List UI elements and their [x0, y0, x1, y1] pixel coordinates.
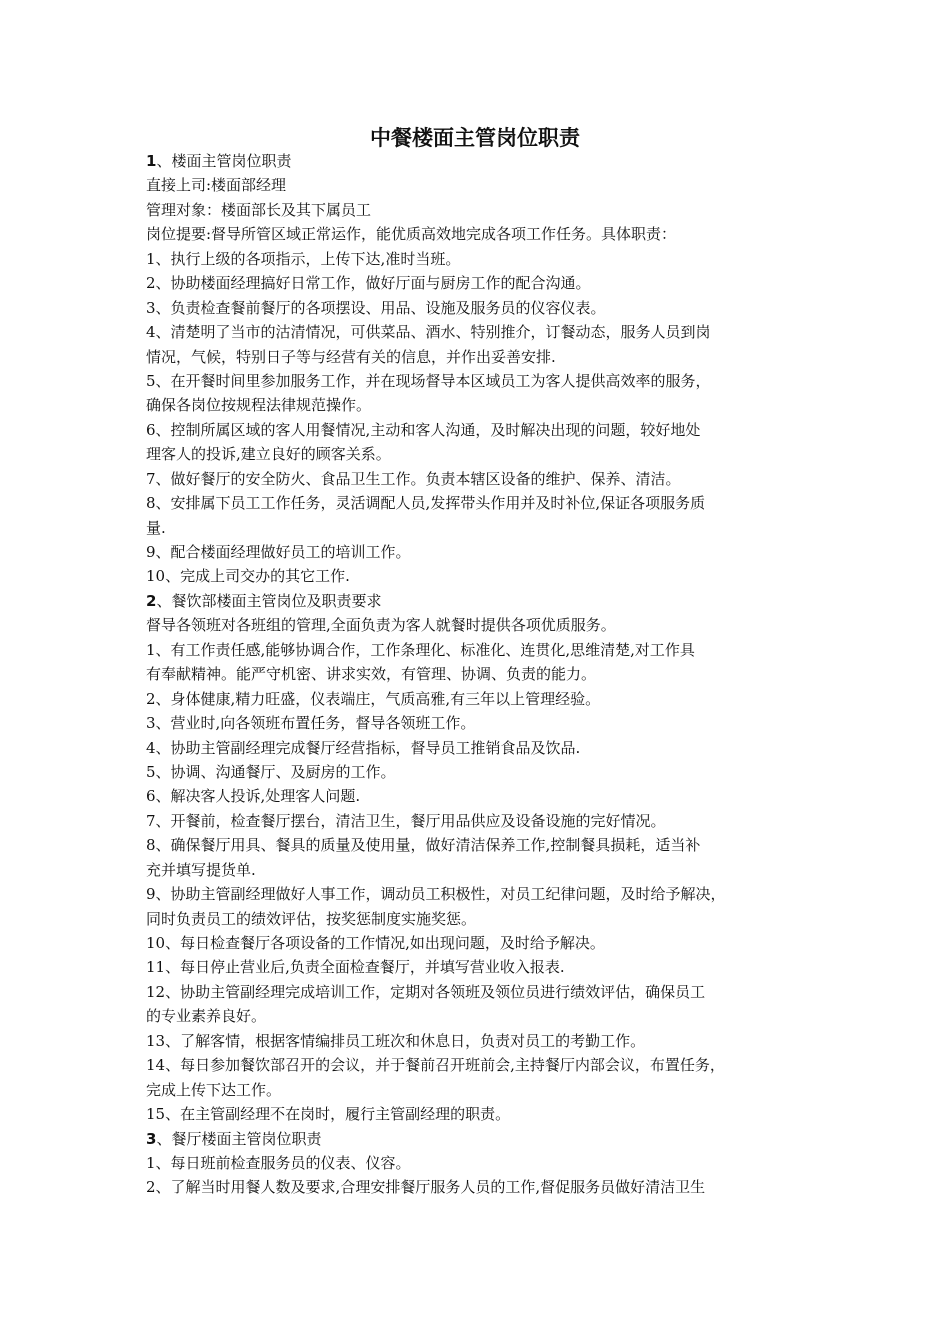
body-line: 12、协助主管副经理完成培训工作，定期对各领班及领位员进行绩效评估，确保员工 — [146, 982, 706, 1001]
body-line: 6、控制所属区域的客人用餐情况,主动和客人沟通，及时解决出现的问题，较好地处 — [146, 420, 701, 439]
body-line: 2、了解当时用餐人数及要求,合理安排餐厅服务人员的工作,督促服务员做好清洁卫生 — [146, 1178, 706, 1197]
section-heading — [146, 149, 814, 173]
body-line: 4、协助主管副经理完成餐厅经营指标，督导员工推销食品及饮品. — [146, 738, 581, 757]
body-line: 岗位提要:督导所管区域正常运作，能优质高效地完成各项工作任务。具体职责： — [146, 225, 677, 244]
body-line: 确保各岗位按规程法律规范操作。 — [146, 396, 372, 415]
body-line: 9、协助主管副经理做好人事工作，调动员工积极性，对员工纪律问题，及时给予解决， — [146, 885, 726, 904]
section-heading-text: 、餐厅楼面主管岗位职责 — [156, 1129, 322, 1148]
body-line: 11、每日停止营业后,负责全面检查餐厅，并填写营业收入报表. — [146, 958, 565, 977]
body-line: 有奉献精神。能严守机密、讲求实效，有管理、协调、负责的能力。 — [146, 665, 597, 684]
body-line: 直接上司:楼面部经理 — [146, 176, 287, 195]
body-line: 3、负责检查餐前餐厅的各项摆设、用品、设施及服务员的仪容仪表。 — [146, 298, 606, 317]
body-line: 10、完成上司交办的其它工作. — [146, 567, 350, 586]
body-line: 9、配合楼面经理做好员工的培训工作。 — [146, 543, 411, 561]
body-line: 8、安排属下员工工作任务，灵活调配人员,发挥带头作用并及时补位,保证各项服务质 — [146, 494, 706, 513]
body-line: 理客人的投诉,建立良好的顾客关系。 — [146, 445, 391, 464]
body-line: 1、每日班前检查服务员的仪表、仪容。 — [146, 1153, 411, 1172]
body-line: 情况，气候，特别日子等与经营有关的信息，并作出妥善安排. — [146, 347, 556, 366]
body-line: 6、解决客人投诉,处理客人问题. — [146, 787, 361, 806]
body-line: 完成上传下达工作。 — [146, 1080, 282, 1099]
body-line: 1、有工作责任感,能够协调合作，工作条理化、标准化、连贯化,思维清楚,对工作具 — [146, 640, 695, 659]
body-line: 5、协调、沟通餐厅、及厨房的工作。 — [146, 762, 396, 781]
body-line: 3、营业时,向各领班布置任务，督导各领班工作。 — [146, 714, 476, 733]
section-heading — [146, 589, 814, 613]
document-body — [146, 149, 814, 1200]
section-heading-text: 、楼面主管岗位职责 — [156, 152, 292, 170]
body-line: 13、了解客情，根据客情编排员工班次和休息日，负责对员工的考勤工作。 — [146, 1031, 646, 1050]
body-line: 管理对象：楼面部长及其下属员工 — [146, 200, 372, 219]
body-line: 5、在开餐时间里参加服务工作，并在现场督导本区域员工为客人提供高效率的服务， — [146, 371, 711, 390]
body-line: 1、执行上级的各项指示，上传下达,准时当班。 — [146, 249, 461, 268]
body-line: 15、在主管副经理不在岗时，履行主管副经理的职责。 — [146, 1105, 511, 1124]
body-line: 同时负责员工的绩效评估，按奖惩制度实施奖惩。 — [146, 909, 477, 928]
body-line: 8、确保餐厅用具、餐具的质量及使用量，做好清洁保养工作,控制餐具损耗，适当补 — [146, 836, 701, 855]
body-line: 督导各领班对各班组的管理,全面负责为客人就餐时提供各项优质服务。 — [146, 616, 616, 635]
section-heading — [146, 1127, 814, 1151]
body-line: 2、身体健康,精力旺盛，仪表端庄，气质高雅,有三年以上管理经验。 — [146, 689, 601, 708]
body-line: 2、协助楼面经理搞好日常工作，做好厅面与厨房工作的配合沟通。 — [146, 274, 591, 293]
body-line: 7、做好餐厅的安全防火、食品卫生工作。负责本辖区设备的维护、保养、清洁。 — [146, 469, 681, 488]
body-line: 充并填写提货单. — [146, 860, 256, 879]
body-line: 7、开餐前，检查餐厅摆台，清洁卫生，餐厅用品供应及设备设施的完好情况。 — [146, 811, 666, 830]
section-number: 3 — [146, 1129, 157, 1148]
section-number: 1 — [146, 152, 157, 170]
body-line: 10、每日检查餐厅各项设备的工作情况,如出现问题，及时给予解决。 — [146, 934, 605, 952]
body-line: 量. — [146, 518, 166, 537]
section-heading-text: 、餐饮部楼面主管岗位及职责要求 — [156, 591, 382, 610]
document-title: 中餐楼面主管岗位职责 — [370, 126, 580, 150]
body-line: 4、清楚明了当市的沽清情况，可供菜品、酒水、特别推介，订餐动态，服务人员到岗 — [146, 323, 711, 342]
section-number: 2 — [146, 591, 157, 610]
body-line: 的专业素养良好。 — [146, 1007, 267, 1026]
body-line: 14、每日参加餐饮部召开的会议，并于餐前召开班前会,主持餐厅内部会议，布置任务， — [146, 1056, 725, 1075]
